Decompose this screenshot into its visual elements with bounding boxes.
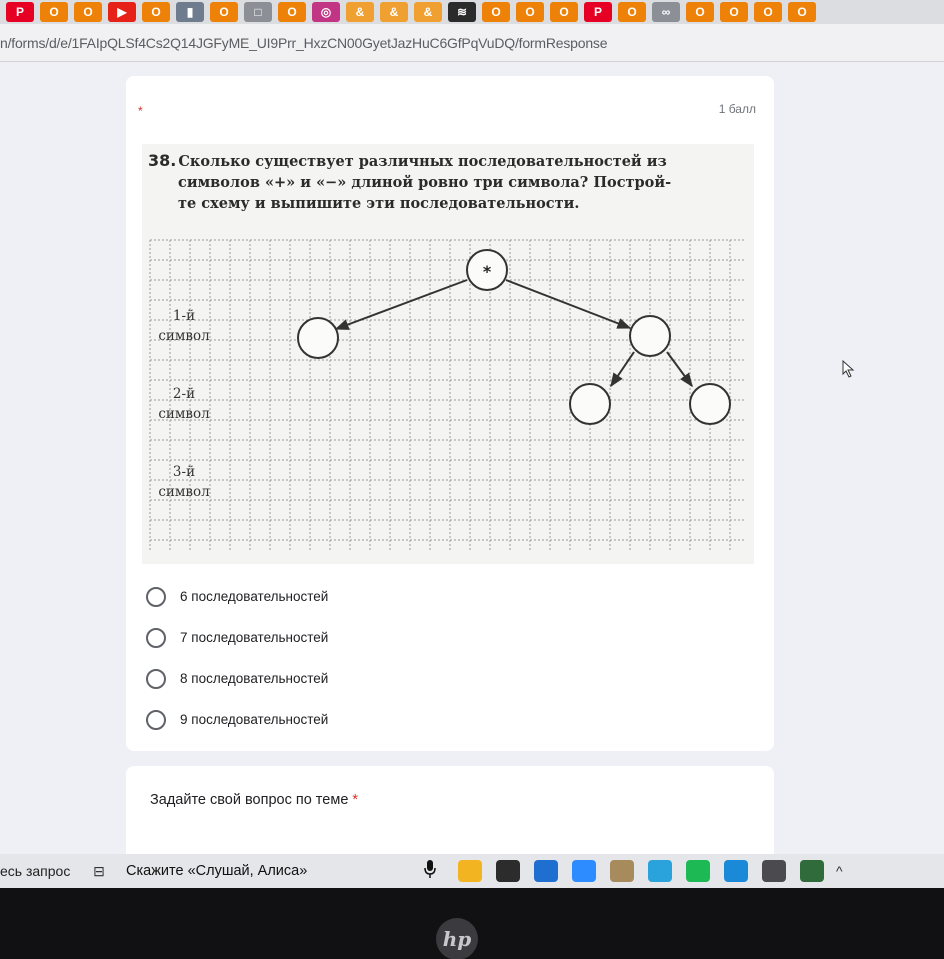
- link-icon[interactable]: ∞: [652, 2, 680, 22]
- row-label-level-2: 2-й символ: [158, 386, 210, 422]
- tree-node-level2-right: [690, 384, 730, 424]
- odnoklassniki-icon[interactable]: О: [720, 2, 748, 22]
- url-text[interactable]: n/forms/d/e/1FAIpQLSf4Cs2Q14JGFyME_UI9Prr_HxzCN00GyetJazHuC6GfPqVuDQ/formResponse: [0, 34, 608, 51]
- option-9[interactable]: [146, 699, 328, 740]
- odnoklassniki-icon[interactable]: О: [788, 2, 816, 22]
- tree-node-level2-left: [570, 384, 610, 424]
- option-label[interactable]: 8 последовательностей: [180, 671, 329, 686]
- taskbar: [0, 854, 944, 888]
- next-question-title: Задайте свой вопрос по теме *: [150, 792, 359, 808]
- tree-node-level1-right: [630, 316, 670, 356]
- odnoklassniki-icon[interactable]: О: [686, 2, 714, 22]
- mouse-cursor-icon: [842, 360, 856, 378]
- mail-icon[interactable]: [534, 860, 558, 882]
- instagram-icon[interactable]: ◎: [312, 2, 340, 22]
- youtube-icon[interactable]: ▶: [108, 2, 136, 22]
- answer-options: [146, 576, 328, 740]
- odnoklassniki-icon[interactable]: О: [74, 2, 102, 22]
- option-7[interactable]: [146, 617, 328, 658]
- question-text-line-2: символов «+» и «−» длиной ровно три символа? Построй-: [178, 174, 672, 191]
- question-text-line-3: те схему и выпишите эти последовательности.: [178, 195, 580, 212]
- store-icon[interactable]: [496, 860, 520, 882]
- odnoklassniki-icon[interactable]: О: [618, 2, 646, 22]
- app-icon[interactable]: [800, 860, 824, 882]
- taskbar-apps: [444, 860, 824, 882]
- odnoklassniki-icon[interactable]: О: [210, 2, 238, 22]
- app-icon[interactable]: [762, 860, 786, 882]
- option-6[interactable]: [146, 576, 328, 617]
- microphone-icon[interactable]: [416, 860, 444, 883]
- hp-logo: hp: [436, 918, 478, 959]
- edge-right-right: [667, 352, 692, 386]
- row-label-level-1: 1-й символ: [158, 308, 210, 344]
- photos-icon[interactable]: [610, 860, 634, 882]
- option-label[interactable]: 6 последовательностей: [180, 589, 329, 604]
- edge-icon[interactable]: [724, 860, 748, 882]
- edge-root-left: [336, 280, 467, 329]
- pinterest-icon[interactable]: P: [6, 2, 34, 22]
- task-view-icon[interactable]: ⊟: [93, 862, 105, 879]
- browser-tab-strip: [0, 0, 944, 24]
- radio-button[interactable]: [146, 669, 166, 689]
- question-number: 38.: [148, 151, 177, 170]
- ampersand-icon[interactable]: &: [380, 2, 408, 22]
- pinterest-icon[interactable]: P: [584, 2, 612, 22]
- question-image: [142, 144, 754, 564]
- points-label: 1 балл: [718, 102, 756, 116]
- odnoklassniki-icon[interactable]: О: [754, 2, 782, 22]
- tray-chevron-icon[interactable]: ^: [836, 863, 843, 879]
- form-page: [0, 62, 944, 854]
- file-explorer-icon[interactable]: [458, 860, 482, 882]
- question-card: [126, 76, 774, 751]
- page-icon[interactable]: □: [244, 2, 272, 22]
- question-text-line-1: Сколько существует различных последовательностей из: [178, 153, 667, 170]
- tree-node-level1-left: [298, 318, 338, 358]
- tree-root-label: *: [482, 262, 492, 281]
- edge-root-right: [506, 280, 630, 328]
- spotify-icon[interactable]: ≋: [448, 2, 476, 22]
- odnoklassniki-icon[interactable]: О: [550, 2, 578, 22]
- option-label[interactable]: 9 последовательностей: [180, 712, 329, 727]
- zoom-icon[interactable]: [572, 860, 596, 882]
- alice-search-box[interactable]: Скажите «Слушай, Алиса»: [126, 863, 308, 879]
- address-bar[interactable]: [0, 24, 944, 62]
- option-label[interactable]: 7 последовательностей: [180, 630, 329, 645]
- edge-right-left: [611, 352, 634, 386]
- question-text: [148, 150, 748, 214]
- ampersand-icon[interactable]: &: [414, 2, 442, 22]
- required-mark: *: [352, 792, 359, 808]
- odnoklassniki-icon[interactable]: О: [142, 2, 170, 22]
- odnoklassniki-icon[interactable]: О: [516, 2, 544, 22]
- next-question-card: [126, 766, 774, 854]
- chart-icon[interactable]: ▮: [176, 2, 204, 22]
- radio-button[interactable]: [146, 628, 166, 648]
- odnoklassniki-icon[interactable]: О: [482, 2, 510, 22]
- odnoklassniki-icon[interactable]: О: [278, 2, 306, 22]
- ampersand-icon[interactable]: &: [346, 2, 374, 22]
- telegram-icon[interactable]: [648, 860, 672, 882]
- row-label-level-3: 3-й символ: [158, 464, 210, 500]
- odnoklassniki-icon[interactable]: О: [40, 2, 68, 22]
- radio-button[interactable]: [146, 587, 166, 607]
- required-mark: *: [138, 104, 143, 118]
- radio-button[interactable]: [146, 710, 166, 730]
- spotify-icon[interactable]: [686, 860, 710, 882]
- option-8[interactable]: [146, 658, 328, 699]
- taskbar-search[interactable]: есь запрос: [0, 863, 71, 879]
